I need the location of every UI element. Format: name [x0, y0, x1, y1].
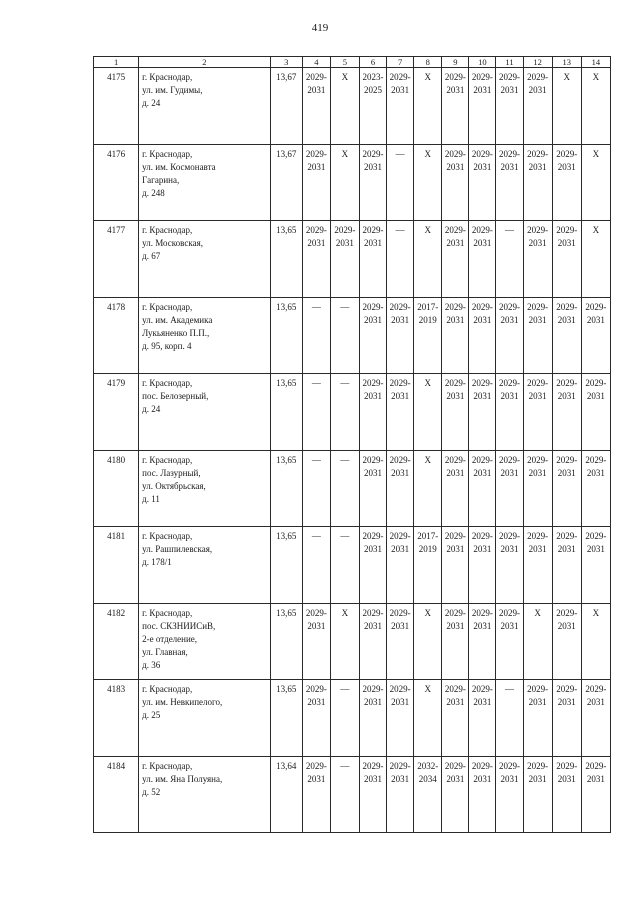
- period-cell-col-6: [359, 603, 386, 680]
- column-header-8: 8: [414, 57, 442, 68]
- period-cell-col-14: [581, 374, 610, 451]
- period-value: X: [424, 148, 431, 159]
- period-value: 2029- 2031: [527, 148, 549, 172]
- period-cell-col-14: [581, 68, 610, 145]
- period-value: 2029- 2031: [334, 225, 356, 248]
- period-cell-col-4: [302, 756, 330, 833]
- period-value: X: [341, 72, 349, 82]
- period-cell-col-13: [552, 221, 581, 298]
- period-value: 2029- 2031: [389, 607, 411, 631]
- period-value: —: [395, 225, 405, 235]
- housing-registry-table: [93, 56, 611, 833]
- period-value: 2032- 2034: [417, 760, 439, 784]
- period-value: —: [505, 684, 514, 694]
- period-value: 2029- 2031: [362, 148, 384, 172]
- period-cell-col-5: [330, 756, 359, 833]
- area-cell: 13,65: [270, 374, 302, 451]
- area-cell: 13,65: [270, 680, 302, 757]
- area-cell: 13,65: [270, 527, 302, 604]
- record-number: 4180: [94, 450, 139, 527]
- period-cell-col-6: [359, 374, 386, 451]
- period-value: 2029- 2031: [389, 760, 411, 784]
- period-value: —: [311, 301, 321, 312]
- period-cell-col-9: [442, 144, 469, 221]
- area-cell: 13,67: [270, 68, 302, 145]
- period-cell-col-4: [302, 527, 330, 604]
- period-value: 2029- 2031: [585, 378, 607, 401]
- period-cell-col-8: [414, 144, 442, 221]
- period-cell-col-9: [442, 756, 469, 833]
- area-cell: 13,67: [270, 144, 302, 221]
- period-value: 2029- 2031: [556, 760, 578, 784]
- column-header-13: 13: [552, 57, 581, 68]
- period-value: 2029- 2031: [305, 607, 327, 631]
- period-value: X: [424, 225, 431, 235]
- period-value: 2023- 2025: [362, 72, 384, 95]
- period-value: 2029- 2031: [444, 301, 466, 325]
- period-value: X: [592, 148, 600, 159]
- period-cell-col-7: [387, 527, 414, 604]
- period-value: —: [505, 225, 514, 235]
- period-cell-col-9: [442, 450, 469, 527]
- period-value: —: [340, 301, 350, 312]
- column-header-1: 1: [94, 57, 139, 68]
- period-value: 2029- 2031: [444, 531, 466, 554]
- period-cell-col-13: [552, 297, 581, 374]
- period-value: 2029- 2031: [527, 454, 549, 478]
- period-value: —: [340, 684, 350, 694]
- period-cell-col-14: [581, 297, 610, 374]
- record-number: 4184: [94, 756, 139, 833]
- period-value: X: [424, 607, 431, 618]
- period-value: 2029- 2031: [444, 148, 466, 172]
- period-value: 2029- 2031: [362, 684, 384, 707]
- period-value: X: [424, 378, 431, 388]
- period-value: 2029- 2031: [389, 301, 411, 325]
- period-value: X: [534, 607, 541, 618]
- period-cell-col-9: [442, 374, 469, 451]
- period-cell-col-7: [387, 68, 414, 145]
- period-cell-col-5: [330, 527, 359, 604]
- period-value: 2029- 2031: [499, 301, 520, 325]
- period-cell-col-11: [496, 756, 523, 833]
- period-value: 2029- 2031: [556, 225, 578, 248]
- period-cell-col-13: [552, 374, 581, 451]
- period-value: 2029- 2031: [471, 72, 493, 95]
- period-cell-col-11: [496, 527, 523, 604]
- period-cell-col-7: [387, 297, 414, 374]
- period-cell-col-7: [387, 450, 414, 527]
- period-value: 2029- 2031: [444, 225, 466, 248]
- address-cell: г. Краснодар, пос. Белозерный, д. 24: [139, 374, 271, 451]
- period-value: 2029- 2031: [444, 684, 466, 707]
- record-number: 4178: [94, 297, 139, 374]
- period-cell-col-8: [414, 297, 442, 374]
- period-value: 2029- 2031: [444, 378, 466, 401]
- table-row: [94, 221, 611, 298]
- period-value: 2029- 2031: [471, 760, 493, 784]
- period-value: —: [311, 454, 321, 465]
- table-row: [94, 68, 611, 145]
- period-cell-col-4: [302, 680, 330, 757]
- column-header-4: 4: [302, 57, 330, 68]
- period-cell-col-8: [414, 527, 442, 604]
- period-cell-col-5: [330, 297, 359, 374]
- period-cell-col-13: [552, 603, 581, 680]
- period-cell-col-14: [581, 603, 610, 680]
- period-value: 2029- 2031: [499, 760, 520, 784]
- period-value: 2029- 2031: [499, 607, 520, 631]
- table-row: [94, 450, 611, 527]
- period-cell-col-10: [469, 680, 496, 757]
- period-cell-col-4: [302, 297, 330, 374]
- period-value: —: [395, 148, 405, 159]
- period-value: 2029- 2031: [527, 301, 549, 325]
- period-value: 2029- 2031: [585, 301, 607, 325]
- period-value: 2029- 2031: [444, 760, 466, 784]
- period-value: 2029- 2031: [305, 225, 327, 248]
- period-value: 2029- 2031: [556, 607, 578, 631]
- period-cell-col-7: [387, 221, 414, 298]
- period-value: 2029- 2031: [305, 72, 327, 95]
- period-value: 2029- 2031: [389, 531, 411, 554]
- period-cell-col-13: [552, 450, 581, 527]
- period-value: 2029- 2031: [444, 607, 466, 631]
- period-value: 2017- 2019: [417, 531, 439, 554]
- area-cell: 13,65: [270, 603, 302, 680]
- record-number: 4176: [94, 144, 139, 221]
- period-cell-col-12: [523, 527, 552, 604]
- period-value: 2029- 2031: [362, 225, 384, 248]
- period-cell-col-5: [330, 68, 359, 145]
- period-cell-col-8: [414, 756, 442, 833]
- period-cell-col-12: [523, 144, 552, 221]
- period-value: 2029- 2031: [556, 148, 578, 172]
- period-cell-col-13: [552, 527, 581, 604]
- period-value: 2029- 2031: [499, 148, 520, 172]
- period-cell-col-12: [523, 374, 552, 451]
- period-value: 2029- 2031: [305, 148, 327, 172]
- address-cell: г. Краснодар, ул. Московская, д. 67: [139, 221, 271, 298]
- period-cell-col-14: [581, 221, 610, 298]
- period-cell-col-4: [302, 450, 330, 527]
- period-value: 2029- 2031: [389, 378, 411, 401]
- period-value: 2029- 2031: [389, 684, 411, 707]
- period-value: —: [340, 454, 350, 465]
- period-cell-col-10: [469, 221, 496, 298]
- period-value: X: [424, 684, 431, 694]
- period-value: 2029- 2031: [471, 684, 493, 707]
- period-cell-col-7: [387, 756, 414, 833]
- period-cell-col-4: [302, 374, 330, 451]
- column-header-7: 7: [387, 57, 414, 68]
- period-cell-col-4: [302, 144, 330, 221]
- area-cell: 13,65: [270, 297, 302, 374]
- period-value: X: [341, 607, 349, 618]
- period-value: 2029- 2031: [362, 607, 384, 631]
- table-row: [94, 756, 611, 833]
- period-cell-col-13: [552, 756, 581, 833]
- table-row: [94, 297, 611, 374]
- period-cell-col-8: [414, 603, 442, 680]
- period-value: 2029- 2031: [471, 531, 493, 554]
- column-header-6: 6: [359, 57, 386, 68]
- table-row: [94, 527, 611, 604]
- period-value: 2029- 2031: [471, 148, 493, 172]
- period-cell-col-8: [414, 68, 442, 145]
- period-cell-col-11: [496, 68, 523, 145]
- period-value: —: [340, 531, 350, 541]
- record-number: 4181: [94, 527, 139, 604]
- table-row: [94, 144, 611, 221]
- period-cell-col-7: [387, 144, 414, 221]
- period-value: 2029- 2031: [527, 72, 549, 95]
- period-cell-col-10: [469, 450, 496, 527]
- period-cell-col-10: [469, 374, 496, 451]
- period-cell-col-10: [469, 756, 496, 833]
- area-cell: 13,65: [270, 221, 302, 298]
- column-header-14: 14: [581, 57, 610, 68]
- period-value: —: [311, 531, 321, 541]
- period-cell-col-11: [496, 144, 523, 221]
- period-value: 2029- 2031: [499, 454, 520, 478]
- period-value: 2029- 2031: [499, 378, 520, 401]
- period-value: X: [592, 72, 600, 82]
- period-value: 2029- 2031: [527, 684, 549, 707]
- period-cell-col-7: [387, 603, 414, 680]
- period-value: 2029- 2031: [362, 378, 384, 401]
- period-cell-col-12: [523, 221, 552, 298]
- column-header-5: 5: [330, 57, 359, 68]
- period-cell-col-8: [414, 221, 442, 298]
- period-cell-col-12: [523, 603, 552, 680]
- period-value: 2029- 2031: [389, 454, 411, 478]
- period-value: 2029- 2031: [499, 531, 520, 554]
- period-cell-col-7: [387, 374, 414, 451]
- period-cell-col-12: [523, 68, 552, 145]
- period-cell-col-14: [581, 527, 610, 604]
- column-header-10: 10: [469, 57, 496, 68]
- period-value: 2029- 2031: [585, 531, 607, 554]
- address-cell: г. Краснодар, ул. им. Яна Полуяна, д. 52: [139, 756, 271, 833]
- period-value: 2029- 2031: [362, 760, 384, 784]
- period-cell-col-14: [581, 680, 610, 757]
- period-cell-col-5: [330, 450, 359, 527]
- address-cell: г. Краснодар, ул. им. Академика Лукьяненко П.П., д. 95, корп. 4: [139, 297, 271, 374]
- column-header-2: 2: [139, 57, 271, 68]
- period-value: X: [592, 225, 600, 235]
- period-value: 2017- 2019: [417, 301, 439, 325]
- address-cell: г. Краснодар, пос. СКЗНИИСиВ, 2-е отделение, ул. Главная, д. 36: [139, 603, 271, 680]
- period-cell-col-6: [359, 297, 386, 374]
- period-cell-col-14: [581, 756, 610, 833]
- area-cell: 13,64: [270, 756, 302, 833]
- period-cell-col-10: [469, 144, 496, 221]
- period-value: 2029- 2031: [556, 378, 578, 401]
- record-number: 4182: [94, 603, 139, 680]
- period-value: 2029- 2031: [556, 531, 578, 554]
- period-cell-col-12: [523, 297, 552, 374]
- period-value: 2029- 2031: [444, 72, 466, 95]
- period-value: 2029- 2031: [585, 760, 607, 784]
- period-cell-col-12: [523, 450, 552, 527]
- period-value: 2029- 2031: [362, 301, 384, 325]
- period-cell-col-10: [469, 297, 496, 374]
- table-row: [94, 374, 611, 451]
- address-cell: г. Краснодар, ул. им. Космонавта Гагарина, д. 248: [139, 144, 271, 221]
- header-row: [94, 57, 611, 68]
- period-cell-col-11: [496, 450, 523, 527]
- table-row: [94, 603, 611, 680]
- period-cell-col-10: [469, 603, 496, 680]
- column-header-9: 9: [442, 57, 469, 68]
- table-header: [94, 57, 611, 68]
- address-cell: г. Краснодар, ул. им. Невкипелого, д. 25: [139, 680, 271, 757]
- period-value: —: [340, 760, 350, 771]
- period-cell-col-11: [496, 374, 523, 451]
- period-value: 2029- 2031: [444, 454, 466, 478]
- period-cell-col-11: [496, 680, 523, 757]
- period-cell-col-13: [552, 68, 581, 145]
- period-value: 2029- 2031: [527, 378, 549, 401]
- period-value: 2029- 2031: [527, 225, 549, 248]
- period-cell-col-12: [523, 680, 552, 757]
- period-value: 2029- 2031: [389, 72, 411, 95]
- period-value: 2029- 2031: [527, 760, 549, 784]
- period-value: —: [311, 378, 321, 388]
- period-cell-col-8: [414, 680, 442, 757]
- period-value: 2029- 2031: [527, 531, 549, 554]
- period-value: 2029- 2031: [305, 684, 327, 707]
- table-row: [94, 680, 611, 757]
- period-cell-col-9: [442, 221, 469, 298]
- address-cell: г. Краснодар, пос. Лазурный, ул. Октябрьская, д. 11: [139, 450, 271, 527]
- period-cell-col-5: [330, 603, 359, 680]
- record-number: 4183: [94, 680, 139, 757]
- column-header-3: 3: [270, 57, 302, 68]
- period-value: 2029- 2031: [305, 760, 327, 784]
- period-value: 2029- 2031: [556, 684, 578, 707]
- period-cell-col-9: [442, 297, 469, 374]
- period-cell-col-6: [359, 527, 386, 604]
- period-cell-col-7: [387, 680, 414, 757]
- record-number: 4177: [94, 221, 139, 298]
- period-cell-col-8: [414, 374, 442, 451]
- period-cell-col-8: [414, 450, 442, 527]
- period-value: —: [340, 378, 350, 388]
- period-cell-col-10: [469, 68, 496, 145]
- period-cell-col-5: [330, 221, 359, 298]
- period-value: 2029- 2031: [471, 454, 493, 478]
- period-value: 2029- 2031: [362, 454, 384, 478]
- period-cell-col-4: [302, 221, 330, 298]
- period-value: X: [424, 72, 431, 82]
- period-cell-col-5: [330, 374, 359, 451]
- period-cell-col-11: [496, 221, 523, 298]
- area-cell: 13,65: [270, 450, 302, 527]
- period-cell-col-6: [359, 68, 386, 145]
- period-value: X: [563, 72, 570, 82]
- period-cell-col-12: [523, 756, 552, 833]
- period-value: X: [592, 607, 600, 618]
- period-cell-col-9: [442, 527, 469, 604]
- address-cell: г. Краснодар, ул. Рашпилевская, д. 178/1: [139, 527, 271, 604]
- period-cell-col-6: [359, 756, 386, 833]
- period-value: 2029- 2031: [362, 531, 384, 554]
- period-cell-col-6: [359, 144, 386, 221]
- period-value: 2029- 2031: [585, 454, 607, 478]
- period-value: 2029- 2031: [556, 301, 578, 325]
- column-header-11: 11: [496, 57, 523, 68]
- period-cell-col-5: [330, 680, 359, 757]
- period-value: 2029- 2031: [499, 72, 520, 95]
- period-value: 2029- 2031: [585, 684, 607, 707]
- period-cell-col-10: [469, 527, 496, 604]
- period-cell-col-4: [302, 68, 330, 145]
- period-cell-col-6: [359, 221, 386, 298]
- record-number: 4175: [94, 68, 139, 145]
- period-cell-col-4: [302, 603, 330, 680]
- period-value: 2029- 2031: [556, 454, 578, 478]
- address-cell: г. Краснодар, ул. им. Гудимы, д. 24: [139, 68, 271, 145]
- period-cell-col-11: [496, 297, 523, 374]
- period-cell-col-9: [442, 603, 469, 680]
- period-cell-col-13: [552, 144, 581, 221]
- period-cell-col-6: [359, 450, 386, 527]
- period-value: 2029- 2031: [471, 378, 493, 401]
- period-cell-col-9: [442, 68, 469, 145]
- period-cell-col-6: [359, 680, 386, 757]
- column-header-12: 12: [523, 57, 552, 68]
- period-cell-col-11: [496, 603, 523, 680]
- period-value: X: [424, 454, 431, 465]
- record-number: 4179: [94, 374, 139, 451]
- period-value: 2029- 2031: [471, 607, 493, 631]
- period-cell-col-9: [442, 680, 469, 757]
- period-cell-col-14: [581, 144, 610, 221]
- period-value: 2029- 2031: [471, 301, 493, 325]
- table-body: [94, 68, 611, 833]
- period-cell-col-5: [330, 144, 359, 221]
- period-cell-col-14: [581, 450, 610, 527]
- period-cell-col-13: [552, 680, 581, 757]
- page-number: 419: [311, 22, 329, 34]
- period-value: X: [341, 148, 349, 159]
- period-value: 2029- 2031: [471, 225, 493, 248]
